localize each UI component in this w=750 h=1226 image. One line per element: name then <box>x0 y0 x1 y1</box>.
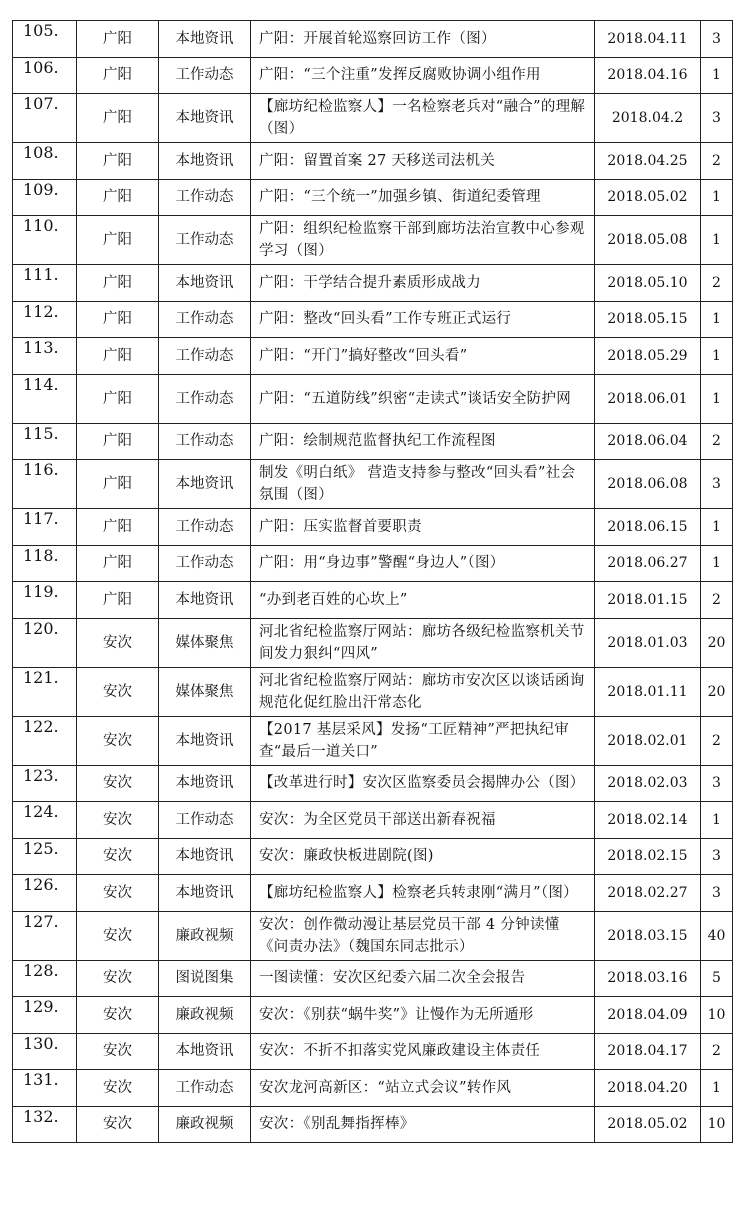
date-cell: 2018.04.17 <box>595 1033 701 1070</box>
row-number: 121. <box>13 667 77 716</box>
table-row <box>13 338 733 375</box>
table-row <box>13 1033 733 1070</box>
category-cell: 工作动态 <box>159 216 251 265</box>
row-number: 110. <box>13 216 77 265</box>
title-cell: 广阳：留置首案 27 天移送司法机关 <box>251 143 595 180</box>
row-number: 127. <box>13 911 77 960</box>
count-cell: 1 <box>701 179 733 216</box>
count-cell: 20 <box>701 618 733 667</box>
count-cell: 3 <box>701 94 733 143</box>
region-cell: 广阳 <box>77 21 159 58</box>
title-cell: 广阳：绘制规范监督执纪工作流程图 <box>251 423 595 460</box>
category-cell: 本地资讯 <box>159 765 251 802</box>
count-cell: 1 <box>701 1070 733 1107</box>
category-cell: 工作动态 <box>159 423 251 460</box>
row-number: 117. <box>13 509 77 546</box>
region-cell: 安次 <box>77 716 159 765</box>
title-cell: “办到老百姓的心坎上” <box>251 582 595 619</box>
row-number: 109. <box>13 179 77 216</box>
region-cell: 广阳 <box>77 338 159 375</box>
category-cell: 工作动态 <box>159 301 251 338</box>
category-cell: 工作动态 <box>159 545 251 582</box>
region-cell: 广阳 <box>77 509 159 546</box>
count-cell: 2 <box>701 582 733 619</box>
title-cell: 【廊坊纪检监察人】一名检察老兵对“融合”的理解（图） <box>251 94 595 143</box>
row-number: 118. <box>13 545 77 582</box>
news-list-table <box>12 20 733 1143</box>
title-cell: 广阳：“三个统一”加强乡镇、街道纪委管理 <box>251 179 595 216</box>
region-cell: 广阳 <box>77 582 159 619</box>
count-cell: 40 <box>701 911 733 960</box>
count-cell: 2 <box>701 143 733 180</box>
title-cell: 广阳：压实监督首要职责 <box>251 509 595 546</box>
region-cell: 安次 <box>77 618 159 667</box>
region-cell: 广阳 <box>77 460 159 509</box>
category-cell: 工作动态 <box>159 509 251 546</box>
category-cell: 媒体聚焦 <box>159 618 251 667</box>
date-cell: 2018.02.14 <box>595 802 701 839</box>
row-number: 108. <box>13 143 77 180</box>
title-cell: 广阳：“开门”搞好整改“回头看” <box>251 338 595 375</box>
date-cell: 2018.01.11 <box>595 667 701 716</box>
category-cell: 工作动态 <box>159 57 251 94</box>
category-cell: 媒体聚焦 <box>159 667 251 716</box>
count-cell: 1 <box>701 545 733 582</box>
date-cell: 2018.04.2 <box>595 94 701 143</box>
count-cell: 3 <box>701 875 733 912</box>
date-cell: 2018.05.02 <box>595 179 701 216</box>
row-number: 126. <box>13 875 77 912</box>
date-cell: 2018.05.08 <box>595 216 701 265</box>
title-cell: 安次：不折不扣落实党风廉政建设主体责任 <box>251 1033 595 1070</box>
table-row <box>13 179 733 216</box>
date-cell: 2018.04.11 <box>595 21 701 58</box>
row-number: 112. <box>13 301 77 338</box>
row-number: 122. <box>13 716 77 765</box>
region-cell: 安次 <box>77 911 159 960</box>
title-cell: 安次：创作微动漫让基层党员干部 4 分钟读懂《问责办法》（魏国东同志批示） <box>251 911 595 960</box>
date-cell: 2018.03.16 <box>595 960 701 997</box>
title-cell: 安次龙河高新区：“站立式会议”转作风 <box>251 1070 595 1107</box>
table-row <box>13 960 733 997</box>
title-cell: 【2017 基层采风】发扬“工匠精神”严把执纪审查“最后一道关口” <box>251 716 595 765</box>
count-cell: 10 <box>701 997 733 1034</box>
region-cell: 安次 <box>77 1033 159 1070</box>
table-row <box>13 423 733 460</box>
row-number: 120. <box>13 618 77 667</box>
count-cell: 2 <box>701 423 733 460</box>
category-cell: 本地资讯 <box>159 716 251 765</box>
count-cell: 1 <box>701 216 733 265</box>
table-row <box>13 765 733 802</box>
date-cell: 2018.06.04 <box>595 423 701 460</box>
count-cell: 1 <box>701 301 733 338</box>
table-row <box>13 802 733 839</box>
row-number: 107. <box>13 94 77 143</box>
date-cell: 2018.02.15 <box>595 838 701 875</box>
region-cell: 安次 <box>77 667 159 716</box>
date-cell: 2018.04.20 <box>595 1070 701 1107</box>
count-cell: 1 <box>701 57 733 94</box>
title-cell: 广阳：干学结合提升素质形成战力 <box>251 265 595 302</box>
row-number: 131. <box>13 1070 77 1107</box>
table-row <box>13 374 733 423</box>
region-cell: 广阳 <box>77 265 159 302</box>
category-cell: 工作动态 <box>159 802 251 839</box>
category-cell: 工作动态 <box>159 1070 251 1107</box>
category-cell: 本地资讯 <box>159 143 251 180</box>
row-number: 119. <box>13 582 77 619</box>
title-cell: 广阳：“五道防线”织密“走读式”谈话安全防护网 <box>251 374 595 423</box>
row-number: 106. <box>13 57 77 94</box>
row-number: 130. <box>13 1033 77 1070</box>
title-cell: 安次：《别获“蜗牛奖”》让慢作为无所遁形 <box>251 997 595 1034</box>
row-number: 114. <box>13 374 77 423</box>
date-cell: 2018.01.03 <box>595 618 701 667</box>
count-cell: 2 <box>701 716 733 765</box>
region-cell: 广阳 <box>77 301 159 338</box>
category-cell: 本地资讯 <box>159 838 251 875</box>
category-cell: 本地资讯 <box>159 1033 251 1070</box>
region-cell: 安次 <box>77 1106 159 1143</box>
date-cell: 2018.05.02 <box>595 1106 701 1143</box>
category-cell: 本地资讯 <box>159 460 251 509</box>
date-cell: 2018.04.25 <box>595 143 701 180</box>
count-cell: 3 <box>701 460 733 509</box>
region-cell: 广阳 <box>77 57 159 94</box>
date-cell: 2018.02.03 <box>595 765 701 802</box>
row-number: 105. <box>13 21 77 58</box>
region-cell: 广阳 <box>77 374 159 423</box>
region-cell: 广阳 <box>77 423 159 460</box>
table-row <box>13 265 733 302</box>
title-cell: 广阳：“三个注重”发挥反腐败协调小组作用 <box>251 57 595 94</box>
row-number: 132. <box>13 1106 77 1143</box>
title-cell: 安次：为全区党员干部送出新春祝福 <box>251 802 595 839</box>
title-cell: 河北省纪检监察厅网站：廊坊各级纪检监察机关节间发力狠纠“四风” <box>251 618 595 667</box>
region-cell: 广阳 <box>77 179 159 216</box>
region-cell: 广阳 <box>77 94 159 143</box>
count-cell: 2 <box>701 265 733 302</box>
table-row <box>13 1106 733 1143</box>
table-row <box>13 94 733 143</box>
count-cell: 3 <box>701 765 733 802</box>
table-row <box>13 216 733 265</box>
title-cell: 广阳：用“身边事”警醒“身边人”（图） <box>251 545 595 582</box>
title-cell: 一图读懂：安次区纪委六届二次全会报告 <box>251 960 595 997</box>
category-cell: 本地资讯 <box>159 582 251 619</box>
count-cell: 10 <box>701 1106 733 1143</box>
date-cell: 2018.06.01 <box>595 374 701 423</box>
title-cell: 安次：《别乱舞指挥棒》 <box>251 1106 595 1143</box>
category-cell: 工作动态 <box>159 374 251 423</box>
date-cell: 2018.02.27 <box>595 875 701 912</box>
title-cell: 广阳：整改“回头看”工作专班正式运行 <box>251 301 595 338</box>
title-cell: 广阳：开展首轮巡察回访工作（图） <box>251 21 595 58</box>
table-row <box>13 301 733 338</box>
category-cell: 廉政视频 <box>159 911 251 960</box>
region-cell: 安次 <box>77 838 159 875</box>
table-row <box>13 667 733 716</box>
date-cell: 2018.02.01 <box>595 716 701 765</box>
count-cell: 1 <box>701 509 733 546</box>
region-cell: 安次 <box>77 1070 159 1107</box>
table-row <box>13 911 733 960</box>
count-cell: 3 <box>701 838 733 875</box>
category-cell: 本地资讯 <box>159 875 251 912</box>
category-cell: 廉政视频 <box>159 1106 251 1143</box>
category-cell: 工作动态 <box>159 179 251 216</box>
title-cell: 【廊坊纪检监察人】检察老兵转隶刚“满月”（图） <box>251 875 595 912</box>
title-cell: 安次：廉政快板进剧院(图) <box>251 838 595 875</box>
date-cell: 2018.06.08 <box>595 460 701 509</box>
title-cell: 【改革进行时】安次区监察委员会揭牌办公（图） <box>251 765 595 802</box>
region-cell: 安次 <box>77 997 159 1034</box>
count-cell: 3 <box>701 21 733 58</box>
category-cell: 工作动态 <box>159 338 251 375</box>
count-cell: 1 <box>701 374 733 423</box>
category-cell: 本地资讯 <box>159 265 251 302</box>
table-row <box>13 716 733 765</box>
region-cell: 安次 <box>77 765 159 802</box>
table-row <box>13 997 733 1034</box>
count-cell: 5 <box>701 960 733 997</box>
date-cell: 2018.05.29 <box>595 338 701 375</box>
date-cell: 2018.04.16 <box>595 57 701 94</box>
date-cell: 2018.05.10 <box>595 265 701 302</box>
title-cell: 广阳：组织纪检监察干部到廊坊法治宣教中心参观学习（图） <box>251 216 595 265</box>
date-cell: 2018.03.15 <box>595 911 701 960</box>
row-number: 129. <box>13 997 77 1034</box>
row-number: 113. <box>13 338 77 375</box>
table-row <box>13 838 733 875</box>
date-cell: 2018.04.09 <box>595 997 701 1034</box>
category-cell: 本地资讯 <box>159 94 251 143</box>
count-cell: 20 <box>701 667 733 716</box>
row-number: 111. <box>13 265 77 302</box>
row-number: 123. <box>13 765 77 802</box>
date-cell: 2018.06.15 <box>595 509 701 546</box>
table-row <box>13 21 733 58</box>
date-cell: 2018.06.27 <box>595 545 701 582</box>
region-cell: 安次 <box>77 802 159 839</box>
table-row <box>13 460 733 509</box>
count-cell: 2 <box>701 1033 733 1070</box>
count-cell: 1 <box>701 802 733 839</box>
region-cell: 广阳 <box>77 545 159 582</box>
table-row <box>13 618 733 667</box>
table-row <box>13 509 733 546</box>
title-cell: 河北省纪检监察厅网站：廊坊市安次区以谈话函询规范化促红脸出汗常态化 <box>251 667 595 716</box>
title-cell: 制发《明白纸》 营造支持参与整改“回头看”社会氛围（图） <box>251 460 595 509</box>
row-number: 128. <box>13 960 77 997</box>
table-row <box>13 545 733 582</box>
region-cell: 安次 <box>77 875 159 912</box>
date-cell: 2018.05.15 <box>595 301 701 338</box>
region-cell: 广阳 <box>77 143 159 180</box>
row-number: 125. <box>13 838 77 875</box>
category-cell: 图说图集 <box>159 960 251 997</box>
date-cell: 2018.01.15 <box>595 582 701 619</box>
table-body <box>13 21 733 1143</box>
table-row <box>13 875 733 912</box>
table-row <box>13 1070 733 1107</box>
region-cell: 安次 <box>77 960 159 997</box>
row-number: 115. <box>13 423 77 460</box>
category-cell: 本地资讯 <box>159 21 251 58</box>
table-row <box>13 143 733 180</box>
region-cell: 广阳 <box>77 216 159 265</box>
category-cell: 廉政视频 <box>159 997 251 1034</box>
table-row <box>13 57 733 94</box>
count-cell: 1 <box>701 338 733 375</box>
table-row <box>13 582 733 619</box>
row-number: 124. <box>13 802 77 839</box>
row-number: 116. <box>13 460 77 509</box>
